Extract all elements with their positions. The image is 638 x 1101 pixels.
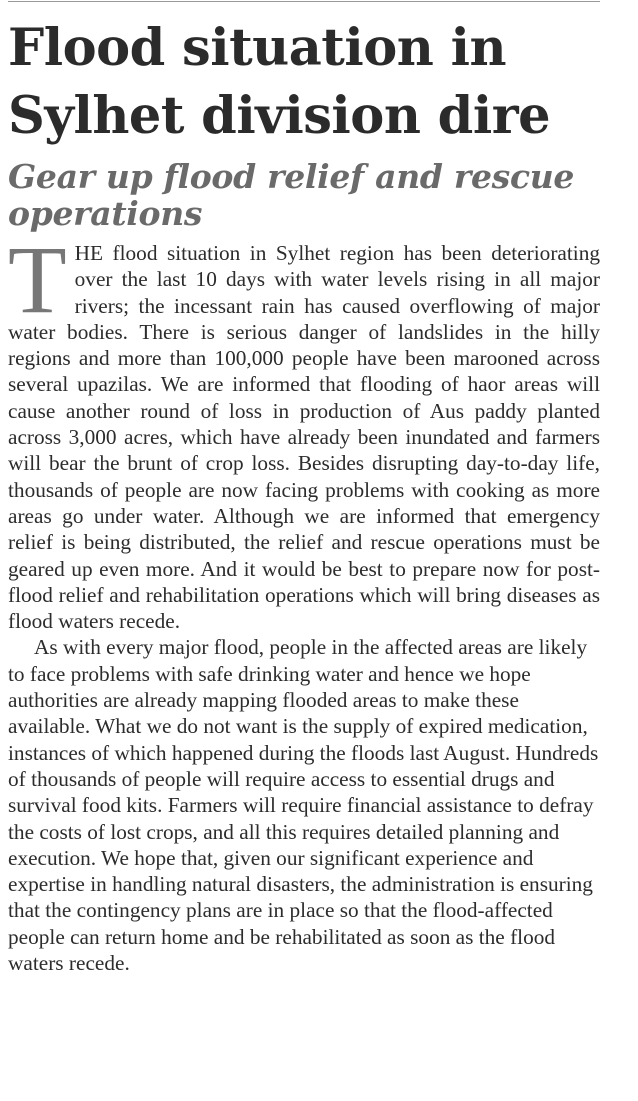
- article-headline: Flood situation in Sylhet division dire: [8, 18, 551, 146]
- article-body: [8, 226, 600, 976]
- editorial-article: [8, 14, 600, 976]
- article-paragraph-1: [8, 226, 600, 634]
- article-paragraph-2: As with every major flood, people in the affected areas are likely to face problems with safe drinking water and hence we hope authorities are already mapping flooded areas to make these available. What we do not want is the supply of expired medication, instances of which happened during the floods last August. Hundreds of thousands of people will require access to essential drugs and survival food kits. Farmers will require financial assistance to defray the costs of lost crops, and all this requires detailed planning and execution. We hope that, given our significant experience and expertise in handling natural disasters, the administration is ensuring that the contingency plans are in place so that the flood-affected people can return home and be rehabilitated as soon as the flood waters recede.: [8, 635, 599, 976]
- top-divider-rule: [8, 1, 600, 2]
- paragraph-1-text: HE flood situation in Sylhet region has been deteriorating over the last 10 days with water levels rising in all major rivers; the incessant rain has caused overflowing of major water bodies. There is serious danger of landslides in the hilly regions and more than 100,000 people have been marooned across several upazilas. We are informed that flooding of haor areas will cause another round of loss in production of Aus paddy planted across 3,000 acres, which have already been inundated and farmers will bear the brunt of crop loss. Besides disrupting day-to-day life, thousands of people are now facing problems with cooking as more areas go under water. Although we are informed that emergency relief is being distributed, the relief and rescue operations must be geared up even more. And it would be best to prepare now for post-flood relief and rehabilitation operations which will bring diseases as flood waters recede.: [8, 241, 600, 634]
- drop-cap-letter: T: [8, 226, 67, 333]
- article-subheadline: Gear up flood relief and rescue operations: [8, 157, 575, 233]
